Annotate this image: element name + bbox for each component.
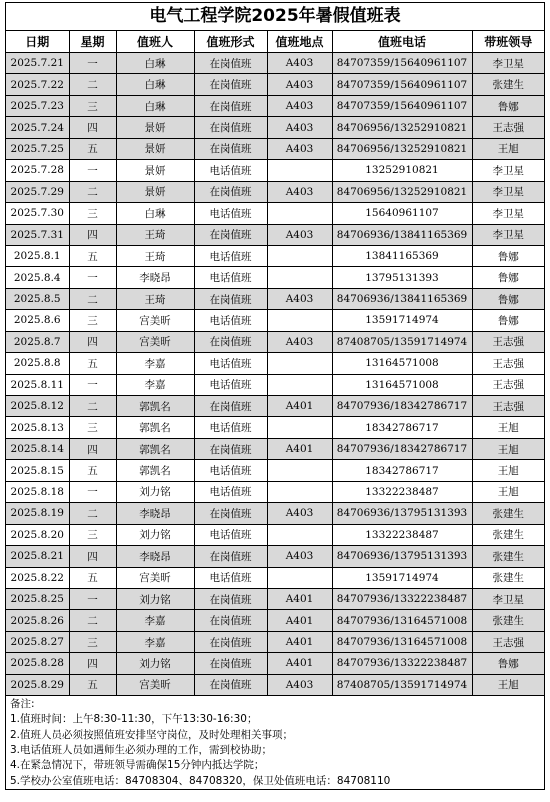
cell-person: 李嘉 bbox=[116, 631, 194, 652]
note-item: 4.在紧急情况下，带班领导需确保15分钟内抵达学院； bbox=[10, 759, 265, 772]
table-row bbox=[6, 203, 544, 224]
cell-form: 在岗值班 bbox=[194, 138, 267, 159]
cell-place: A403 bbox=[267, 224, 332, 245]
cell-place: A401 bbox=[267, 588, 332, 609]
cell-person: 李嘉 bbox=[116, 610, 194, 631]
cell-place: A403 bbox=[267, 331, 332, 352]
note-item: 3.电话值班人员如遇师生必须办理的工作，需到校协助； bbox=[10, 744, 273, 757]
cell-person: 宫美昕 bbox=[116, 310, 194, 331]
table-row bbox=[6, 267, 544, 288]
table-row bbox=[6, 588, 544, 609]
cell-form: 在岗值班 bbox=[194, 74, 267, 95]
cell-place bbox=[267, 481, 332, 502]
cell-leader: 鲁娜 bbox=[472, 245, 544, 266]
cell-phone: 84707936/18342786717 bbox=[332, 438, 472, 459]
cell-phone: 84707936/13164571008 bbox=[332, 631, 472, 652]
cell-person: 王琦 bbox=[116, 245, 194, 266]
table-row bbox=[6, 224, 544, 245]
cell-phone: 84707936/13322238487 bbox=[332, 588, 472, 609]
cell-place: A403 bbox=[267, 546, 332, 567]
table-row bbox=[6, 546, 544, 567]
cell-date: 2025.8.19 bbox=[6, 503, 69, 524]
notes-section bbox=[6, 696, 544, 789]
cell-leader: 鲁娜 bbox=[472, 267, 544, 288]
cell-leader: 王志强 bbox=[472, 117, 544, 138]
table-row bbox=[6, 653, 544, 674]
cell-weekday: 三 bbox=[69, 203, 116, 224]
table-row bbox=[6, 438, 544, 459]
cell-leader: 李卫星 bbox=[472, 203, 544, 224]
cell-date: 2025.7.23 bbox=[6, 95, 69, 116]
table-row bbox=[6, 138, 544, 159]
cell-date: 2025.8.12 bbox=[6, 396, 69, 417]
cell-leader: 李卫星 bbox=[472, 588, 544, 609]
schedule-body bbox=[6, 53, 544, 696]
cell-leader: 鲁娜 bbox=[472, 288, 544, 309]
cell-person: 李嘉 bbox=[116, 374, 194, 395]
cell-phone: 13322238487 bbox=[332, 481, 472, 502]
cell-date: 2025.8.5 bbox=[6, 288, 69, 309]
table-row bbox=[6, 74, 544, 95]
cell-weekday: 一 bbox=[69, 588, 116, 609]
cell-person: 刘力铭 bbox=[116, 524, 194, 545]
table-row bbox=[6, 331, 544, 352]
cell-leader: 王旭 bbox=[472, 481, 544, 502]
cell-leader: 张建生 bbox=[472, 74, 544, 95]
cell-place: A403 bbox=[267, 74, 332, 95]
cell-leader: 李卫星 bbox=[472, 181, 544, 202]
cell-leader: 张建生 bbox=[472, 567, 544, 588]
cell-person: 白琳 bbox=[116, 203, 194, 224]
table-row bbox=[6, 524, 544, 545]
cell-person: 李晓昂 bbox=[116, 546, 194, 567]
cell-place: A403 bbox=[267, 288, 332, 309]
cell-weekday: 五 bbox=[69, 138, 116, 159]
cell-form: 在岗值班 bbox=[194, 224, 267, 245]
cell-date: 2025.8.29 bbox=[6, 674, 69, 695]
cell-leader: 张建生 bbox=[472, 524, 544, 545]
cell-date: 2025.8.22 bbox=[6, 567, 69, 588]
cell-weekday: 二 bbox=[69, 503, 116, 524]
cell-place bbox=[267, 160, 332, 181]
cell-weekday: 二 bbox=[69, 74, 116, 95]
cell-place bbox=[267, 567, 332, 588]
cell-phone: 84706936/13841165369 bbox=[332, 224, 472, 245]
cell-form: 在岗值班 bbox=[194, 610, 267, 631]
cell-weekday: 三 bbox=[69, 631, 116, 652]
cell-leader: 李卫星 bbox=[472, 160, 544, 181]
cell-leader: 鲁娜 bbox=[472, 310, 544, 331]
table-row bbox=[6, 53, 544, 74]
cell-leader: 王旭 bbox=[472, 138, 544, 159]
cell-place: A401 bbox=[267, 631, 332, 652]
header-place: 值班地点 bbox=[267, 31, 332, 53]
cell-place: A401 bbox=[267, 610, 332, 631]
cell-date: 2025.8.20 bbox=[6, 524, 69, 545]
cell-form: 电话值班 bbox=[194, 524, 267, 545]
table-row bbox=[6, 374, 544, 395]
cell-weekday: 五 bbox=[69, 460, 116, 481]
cell-date: 2025.8.26 bbox=[6, 610, 69, 631]
cell-place bbox=[267, 374, 332, 395]
schedule-title: 电气工程学院2025年暑假值班表 bbox=[6, 3, 544, 31]
cell-date: 2025.7.21 bbox=[6, 53, 69, 74]
cell-form: 电话值班 bbox=[194, 567, 267, 588]
cell-person: 刘力铭 bbox=[116, 653, 194, 674]
cell-person: 白琳 bbox=[116, 95, 194, 116]
cell-weekday: 三 bbox=[69, 95, 116, 116]
cell-place bbox=[267, 203, 332, 224]
table-row bbox=[6, 353, 544, 374]
cell-leader: 王志强 bbox=[472, 631, 544, 652]
cell-person: 宫美昕 bbox=[116, 674, 194, 695]
table-row bbox=[6, 181, 544, 202]
cell-phone: 84707936/13164571008 bbox=[332, 610, 472, 631]
note-item: 5.学校办公室值班电话：84708304、84708320，保卫处值班电话：84708110 bbox=[10, 774, 391, 787]
cell-weekday: 四 bbox=[69, 331, 116, 352]
cell-form: 电话值班 bbox=[194, 353, 267, 374]
cell-person: 郭凯名 bbox=[116, 460, 194, 481]
cell-weekday: 二 bbox=[69, 288, 116, 309]
note-item: 1.值班时间：上午8:30-11:30，下午13:30-16:30； bbox=[10, 713, 258, 726]
cell-date: 2025.8.6 bbox=[6, 310, 69, 331]
header-leader: 带班领导 bbox=[472, 31, 544, 53]
cell-date: 2025.8.8 bbox=[6, 353, 69, 374]
cell-date: 2025.8.25 bbox=[6, 588, 69, 609]
cell-date: 2025.7.25 bbox=[6, 138, 69, 159]
cell-form: 电话值班 bbox=[194, 374, 267, 395]
cell-form: 在岗值班 bbox=[194, 653, 267, 674]
cell-place: A401 bbox=[267, 438, 332, 459]
cell-person: 景妍 bbox=[116, 160, 194, 181]
table-row bbox=[6, 288, 544, 309]
cell-weekday: 二 bbox=[69, 610, 116, 631]
cell-form: 在岗值班 bbox=[194, 674, 267, 695]
cell-place: A403 bbox=[267, 53, 332, 74]
cell-phone: 87408705/13591714974 bbox=[332, 674, 472, 695]
cell-person: 白琳 bbox=[116, 74, 194, 95]
cell-form: 电话值班 bbox=[194, 460, 267, 481]
cell-form: 在岗值班 bbox=[194, 331, 267, 352]
cell-date: 2025.8.7 bbox=[6, 331, 69, 352]
cell-weekday: 五 bbox=[69, 567, 116, 588]
cell-leader: 王旭 bbox=[472, 674, 544, 695]
cell-date: 2025.8.27 bbox=[6, 631, 69, 652]
cell-phone: 15640961107 bbox=[332, 203, 472, 224]
cell-form: 在岗值班 bbox=[194, 631, 267, 652]
header-weekday: 星期 bbox=[69, 31, 116, 53]
cell-weekday: 二 bbox=[69, 181, 116, 202]
header-phone: 值班电话 bbox=[332, 31, 472, 53]
cell-person: 白琳 bbox=[116, 53, 194, 74]
cell-form: 在岗值班 bbox=[194, 546, 267, 567]
cell-person: 刘力铭 bbox=[116, 588, 194, 609]
cell-person: 郭凯名 bbox=[116, 417, 194, 438]
header-person: 值班人 bbox=[116, 31, 194, 53]
cell-leader: 王旭 bbox=[472, 417, 544, 438]
cell-form: 在岗值班 bbox=[194, 503, 267, 524]
cell-person: 宫美昕 bbox=[116, 567, 194, 588]
table-row bbox=[6, 117, 544, 138]
cell-date: 2025.8.1 bbox=[6, 245, 69, 266]
cell-date: 2025.8.4 bbox=[6, 267, 69, 288]
table-row bbox=[6, 245, 544, 266]
cell-form: 在岗值班 bbox=[194, 396, 267, 417]
cell-form: 电话值班 bbox=[194, 160, 267, 181]
cell-place: A403 bbox=[267, 503, 332, 524]
cell-person: 景妍 bbox=[116, 138, 194, 159]
notes-label: 备注: bbox=[10, 698, 35, 711]
cell-person: 李嘉 bbox=[116, 353, 194, 374]
cell-date: 2025.8.28 bbox=[6, 653, 69, 674]
cell-leader: 李卫星 bbox=[472, 224, 544, 245]
cell-form: 电话值班 bbox=[194, 267, 267, 288]
cell-weekday: 五 bbox=[69, 245, 116, 266]
cell-form: 电话值班 bbox=[194, 203, 267, 224]
table-row bbox=[6, 417, 544, 438]
cell-phone: 13795131393 bbox=[332, 267, 472, 288]
table-row bbox=[6, 610, 544, 631]
cell-person: 宫美昕 bbox=[116, 331, 194, 352]
cell-leader: 王志强 bbox=[472, 353, 544, 374]
cell-date: 2025.7.30 bbox=[6, 203, 69, 224]
cell-phone: 84706936/13841165369 bbox=[332, 288, 472, 309]
cell-place bbox=[267, 460, 332, 481]
cell-person: 郭凯名 bbox=[116, 438, 194, 459]
cell-form: 在岗值班 bbox=[194, 95, 267, 116]
cell-place bbox=[267, 267, 332, 288]
header-date: 日期 bbox=[6, 31, 69, 53]
cell-date: 2025.8.13 bbox=[6, 417, 69, 438]
table-row bbox=[6, 674, 544, 695]
cell-phone: 84706936/13795131393 bbox=[332, 546, 472, 567]
duty-schedule-sheet bbox=[5, 2, 545, 790]
cell-leader: 鲁娜 bbox=[472, 95, 544, 116]
cell-weekday: 二 bbox=[69, 396, 116, 417]
cell-leader: 张建生 bbox=[472, 503, 544, 524]
cell-date: 2025.8.15 bbox=[6, 460, 69, 481]
cell-form: 在岗值班 bbox=[194, 588, 267, 609]
cell-phone: 13252910821 bbox=[332, 160, 472, 181]
cell-phone: 84706936/13795131393 bbox=[332, 503, 472, 524]
cell-phone: 84707936/13322238487 bbox=[332, 653, 472, 674]
cell-form: 在岗值班 bbox=[194, 53, 267, 74]
cell-form: 在岗值班 bbox=[194, 288, 267, 309]
cell-weekday: 一 bbox=[69, 267, 116, 288]
cell-person: 景妍 bbox=[116, 117, 194, 138]
cell-place bbox=[267, 524, 332, 545]
cell-weekday: 四 bbox=[69, 117, 116, 138]
cell-phone: 18342786717 bbox=[332, 460, 472, 481]
cell-phone: 84707359/15640961107 bbox=[332, 74, 472, 95]
cell-date: 2025.8.14 bbox=[6, 438, 69, 459]
cell-phone: 84707359/15640961107 bbox=[332, 95, 472, 116]
table-row bbox=[6, 310, 544, 331]
cell-person: 王琦 bbox=[116, 288, 194, 309]
cell-phone: 13164571008 bbox=[332, 353, 472, 374]
cell-place bbox=[267, 245, 332, 266]
cell-phone: 84706956/13252910821 bbox=[332, 117, 472, 138]
cell-place: A401 bbox=[267, 396, 332, 417]
cell-leader: 鲁娜 bbox=[472, 653, 544, 674]
schedule-table bbox=[6, 31, 544, 696]
cell-place: A401 bbox=[267, 653, 332, 674]
cell-phone: 84707936/18342786717 bbox=[332, 396, 472, 417]
cell-person: 李晓昂 bbox=[116, 503, 194, 524]
cell-weekday: 一 bbox=[69, 374, 116, 395]
cell-form: 电话值班 bbox=[194, 245, 267, 266]
cell-weekday: 一 bbox=[69, 53, 116, 74]
cell-date: 2025.8.11 bbox=[6, 374, 69, 395]
cell-form: 电话值班 bbox=[194, 310, 267, 331]
cell-form: 电话值班 bbox=[194, 417, 267, 438]
cell-place: A403 bbox=[267, 674, 332, 695]
cell-date: 2025.7.22 bbox=[6, 74, 69, 95]
cell-phone: 13164571008 bbox=[332, 374, 472, 395]
cell-person: 李晓昂 bbox=[116, 267, 194, 288]
cell-weekday: 三 bbox=[69, 310, 116, 331]
cell-weekday: 三 bbox=[69, 417, 116, 438]
cell-leader: 张建生 bbox=[472, 610, 544, 631]
cell-phone: 13322238487 bbox=[332, 524, 472, 545]
table-row bbox=[6, 160, 544, 181]
cell-date: 2025.8.18 bbox=[6, 481, 69, 502]
cell-place: A403 bbox=[267, 117, 332, 138]
cell-weekday: 四 bbox=[69, 546, 116, 567]
cell-leader: 王志强 bbox=[472, 374, 544, 395]
cell-weekday: 五 bbox=[69, 353, 116, 374]
cell-phone: 84706956/13252910821 bbox=[332, 138, 472, 159]
cell-leader: 张建生 bbox=[472, 546, 544, 567]
cell-form: 在岗值班 bbox=[194, 438, 267, 459]
cell-form: 电话值班 bbox=[194, 481, 267, 502]
cell-phone: 13841165369 bbox=[332, 245, 472, 266]
cell-place bbox=[267, 310, 332, 331]
cell-weekday: 三 bbox=[69, 524, 116, 545]
cell-leader: 王旭 bbox=[472, 460, 544, 481]
cell-place bbox=[267, 353, 332, 374]
table-row bbox=[6, 481, 544, 502]
cell-weekday: 四 bbox=[69, 653, 116, 674]
table-row bbox=[6, 567, 544, 588]
cell-weekday: 一 bbox=[69, 481, 116, 502]
cell-phone: 87408705/13591714974 bbox=[332, 331, 472, 352]
cell-date: 2025.7.29 bbox=[6, 181, 69, 202]
cell-leader: 王志强 bbox=[472, 396, 544, 417]
cell-date: 2025.8.21 bbox=[6, 546, 69, 567]
cell-place: A403 bbox=[267, 181, 332, 202]
cell-place bbox=[267, 417, 332, 438]
cell-phone: 84707359/15640961107 bbox=[332, 53, 472, 74]
cell-form: 在岗值班 bbox=[194, 181, 267, 202]
cell-phone: 13591714974 bbox=[332, 567, 472, 588]
cell-date: 2025.7.31 bbox=[6, 224, 69, 245]
cell-date: 2025.7.24 bbox=[6, 117, 69, 138]
cell-weekday: 五 bbox=[69, 674, 116, 695]
cell-phone: 18342786717 bbox=[332, 417, 472, 438]
cell-person: 王琦 bbox=[116, 224, 194, 245]
table-row bbox=[6, 95, 544, 116]
cell-person: 郭凯名 bbox=[116, 396, 194, 417]
cell-place: A403 bbox=[267, 138, 332, 159]
cell-leader: 王志强 bbox=[472, 331, 544, 352]
cell-form: 在岗值班 bbox=[194, 117, 267, 138]
cell-phone: 13591714974 bbox=[332, 310, 472, 331]
cell-phone: 84706956/13252910821 bbox=[332, 181, 472, 202]
cell-person: 景妍 bbox=[116, 181, 194, 202]
cell-place: A403 bbox=[267, 95, 332, 116]
cell-date: 2025.7.28 bbox=[6, 160, 69, 181]
cell-leader: 王旭 bbox=[472, 438, 544, 459]
note-item: 2.值班人员必须按照值班安排坚守岗位，及时处理相关事项； bbox=[10, 728, 294, 741]
table-row bbox=[6, 503, 544, 524]
cell-leader: 李卫星 bbox=[472, 53, 544, 74]
cell-weekday: 四 bbox=[69, 438, 116, 459]
header-row bbox=[6, 31, 544, 53]
cell-weekday: 四 bbox=[69, 224, 116, 245]
table-row bbox=[6, 631, 544, 652]
cell-weekday: 一 bbox=[69, 160, 116, 181]
header-form: 值班形式 bbox=[194, 31, 267, 53]
table-row bbox=[6, 396, 544, 417]
cell-person: 刘力铭 bbox=[116, 481, 194, 502]
table-row bbox=[6, 460, 544, 481]
